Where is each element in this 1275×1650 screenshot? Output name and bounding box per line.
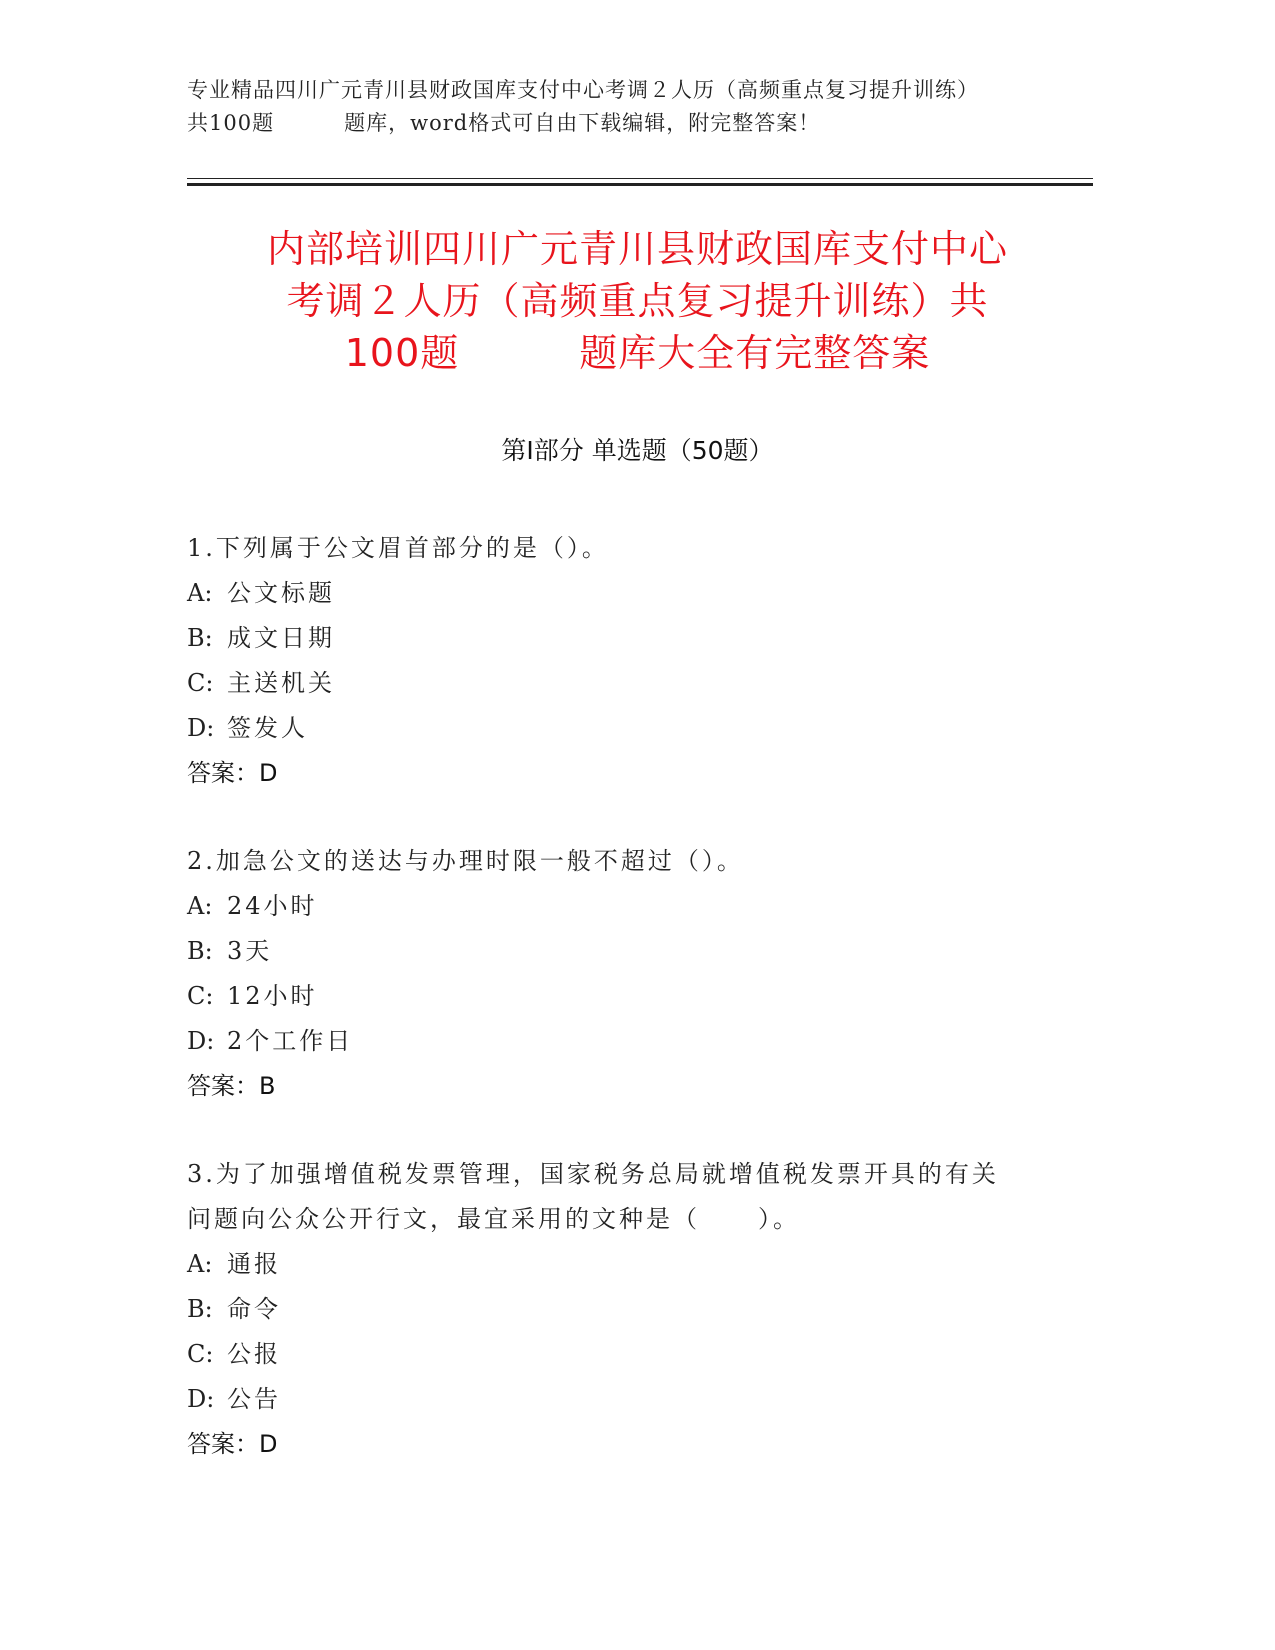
option-key: A: xyxy=(187,1250,213,1278)
option-key: A: xyxy=(187,579,213,607)
option-b xyxy=(187,929,1077,974)
title-line-1: 内部培训四川广元青川县财政国库支付中心 xyxy=(266,227,1008,271)
option-c xyxy=(187,1332,1077,1377)
question-text-after-blank: ）。 xyxy=(758,1205,800,1233)
option-a xyxy=(187,571,1077,616)
header-divider-thin xyxy=(187,178,1093,179)
section-title: 第Ⅰ部分 单选题（50题） xyxy=(501,436,774,465)
question-list xyxy=(187,526,1077,1510)
option-key: D: xyxy=(187,1027,215,1055)
option-key: B: xyxy=(187,624,213,652)
option-text: 24小时 xyxy=(227,892,318,920)
question-text-line-2 xyxy=(187,1197,1077,1242)
option-c xyxy=(187,661,1077,706)
option-d xyxy=(187,1377,1077,1422)
option-key: A: xyxy=(187,892,213,920)
header-line-1: 专业精品四川广元青川县财政国库支付中心考调２人历（高频重点复习提升训练） xyxy=(187,78,979,102)
option-a xyxy=(187,1242,1077,1287)
question-item xyxy=(187,839,1077,1109)
option-text: 公告 xyxy=(227,1385,281,1413)
option-text: 公报 xyxy=(227,1340,281,1368)
title-line-3-desc: 题库大全有完整答案 xyxy=(579,331,931,375)
option-key: D: xyxy=(187,1385,215,1413)
option-text: 签发人 xyxy=(227,714,308,742)
question-text: 1.下列属于公文眉首部分的是（）。 xyxy=(187,534,609,562)
option-c xyxy=(187,974,1077,1019)
option-text: 通报 xyxy=(227,1250,281,1278)
option-d xyxy=(187,1019,1077,1064)
title-line-3-count: 100题 xyxy=(344,331,460,375)
document-title xyxy=(150,223,1125,379)
option-b xyxy=(187,1287,1077,1332)
question-item xyxy=(187,1152,1077,1467)
option-text: 命令 xyxy=(227,1295,281,1323)
option-text: 3天 xyxy=(227,937,273,965)
header-note xyxy=(187,74,1087,140)
question-text-line-1: 3.为了加强增值税发票管理，国家税务总局就增值税发票开具的有关 xyxy=(187,1160,999,1188)
option-text: 主送机关 xyxy=(227,669,335,697)
option-d xyxy=(187,706,1077,751)
option-key: B: xyxy=(187,937,213,965)
question-text-before-blank: 问题向公众公开行文，最宜采用的文种是（ xyxy=(187,1205,700,1233)
header-divider-thick xyxy=(187,183,1093,186)
option-b xyxy=(187,616,1077,661)
answer-line: 答案：D xyxy=(187,1430,278,1458)
title-line-3 xyxy=(150,327,1125,379)
question-item xyxy=(187,526,1077,796)
option-key: C: xyxy=(187,1340,214,1368)
title-line-2: 考调２人历（高频重点复习提升训练）共 xyxy=(286,279,989,323)
question-text: 2.加急公文的送达与办理时限一般不超过（）。 xyxy=(187,847,744,875)
option-text: 公文标题 xyxy=(227,579,335,607)
option-a xyxy=(187,884,1077,929)
option-key: C: xyxy=(187,982,214,1010)
option-text: 成文日期 xyxy=(227,624,335,652)
answer-line: 答案：B xyxy=(187,1072,276,1100)
option-key: C: xyxy=(187,669,214,697)
option-key: B: xyxy=(187,1295,213,1323)
option-key: D: xyxy=(187,714,215,742)
header-line-2-count: 共100题 xyxy=(187,111,275,135)
header-line-2 xyxy=(187,107,1087,140)
answer-line: 答案：D xyxy=(187,759,278,787)
header-line-2-desc: 题库，word格式可自由下载编辑，附完整答案！ xyxy=(344,111,821,135)
option-text: 12小时 xyxy=(227,982,318,1010)
option-text: 2个工作日 xyxy=(227,1027,354,1055)
